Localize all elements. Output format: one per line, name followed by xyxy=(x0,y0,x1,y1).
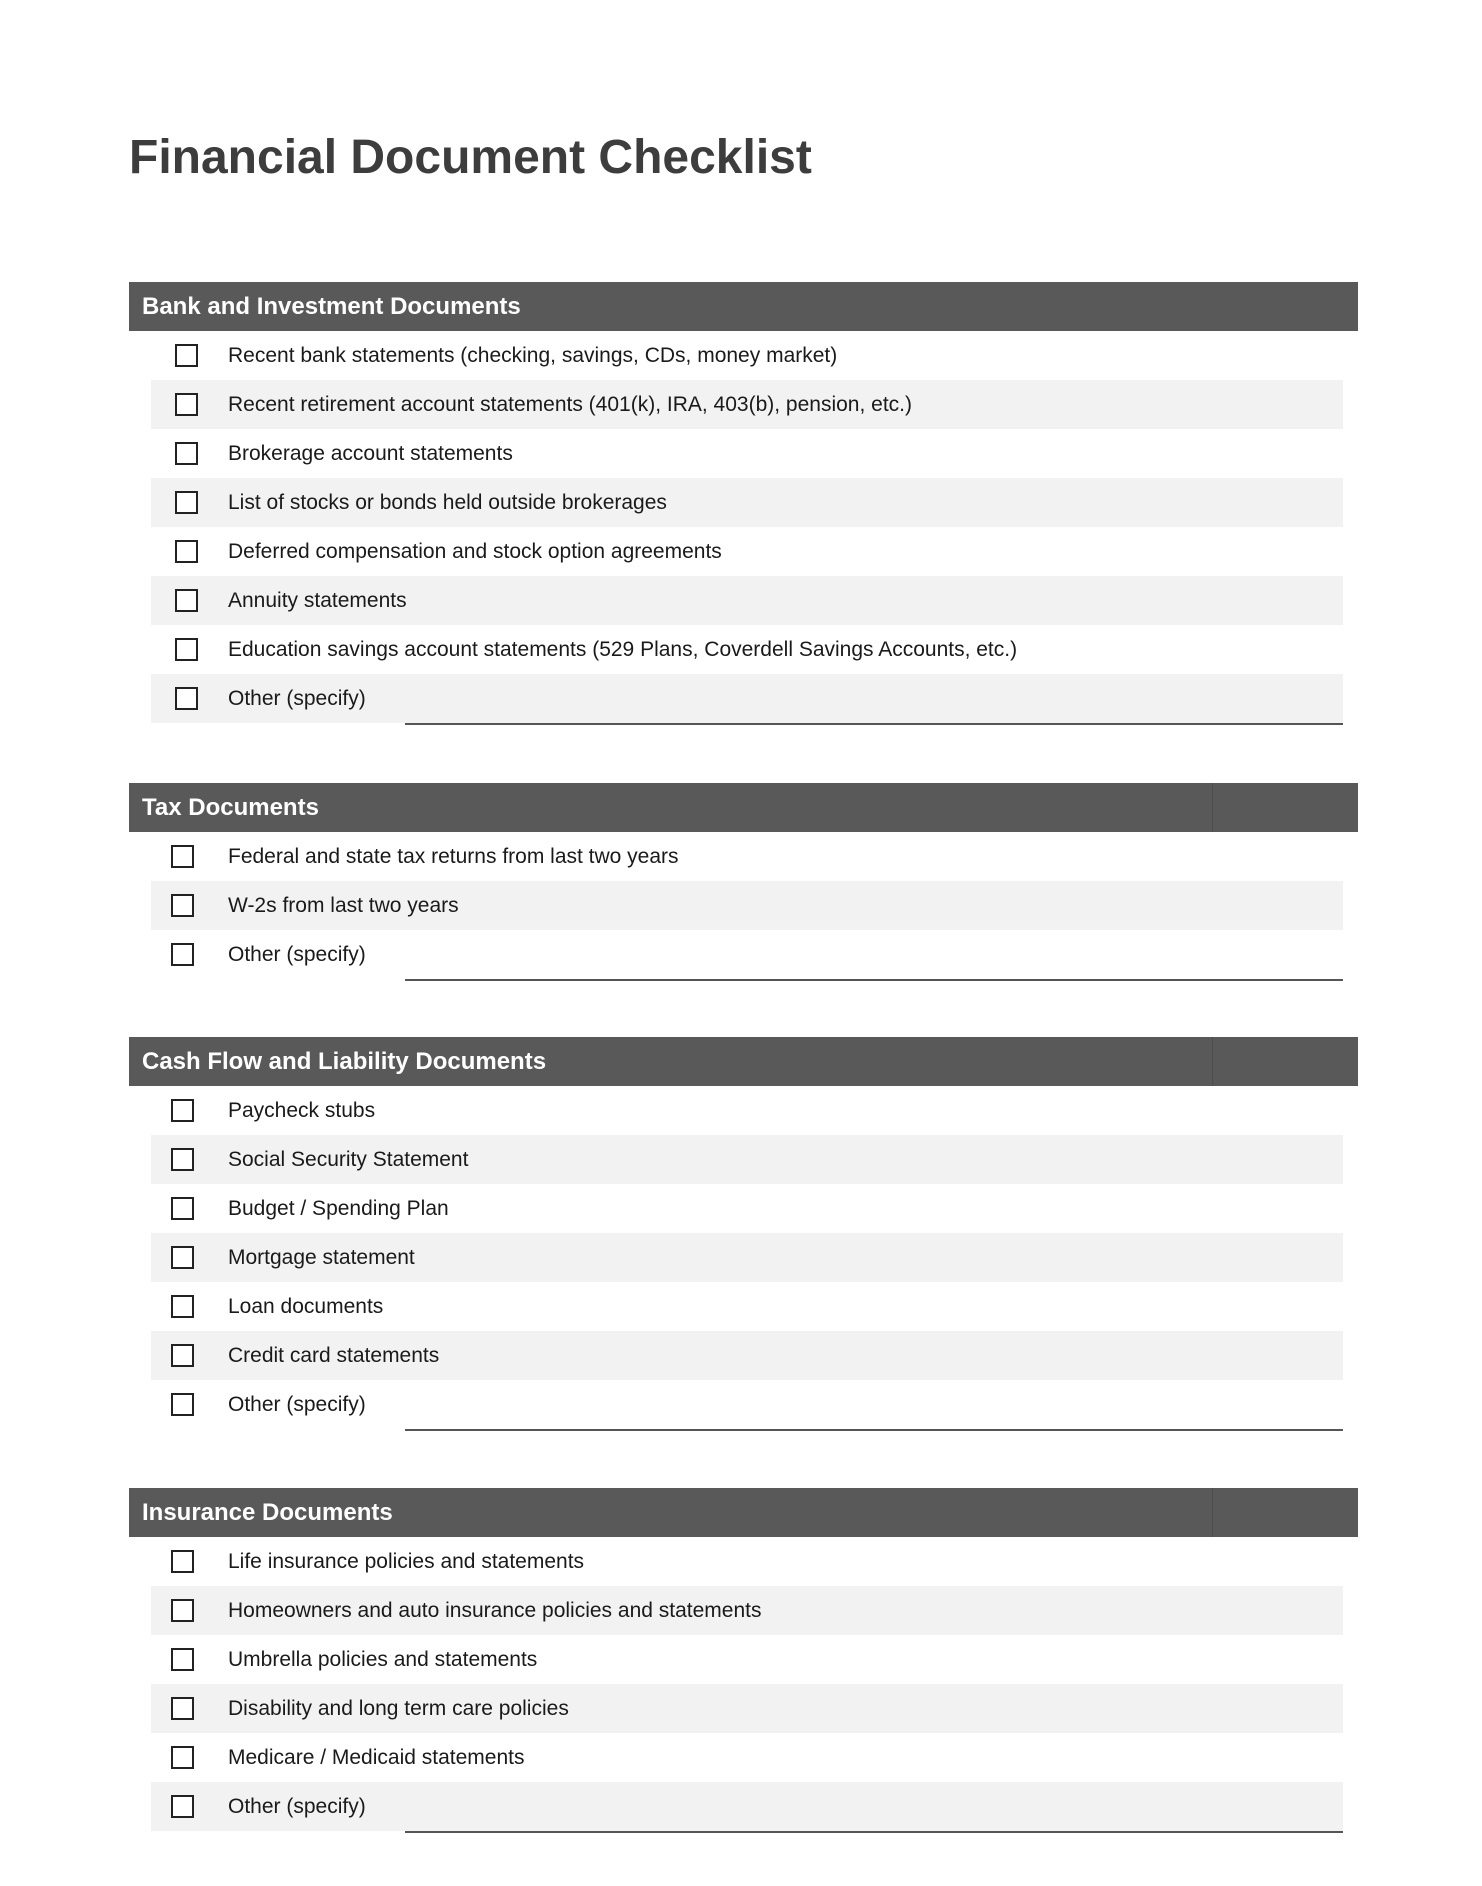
item-label: Medicare / Medicaid statements xyxy=(228,1745,525,1769)
item-label: Loan documents xyxy=(228,1294,384,1318)
item-label: Federal and state tax returns from last two years xyxy=(228,844,679,868)
checkbox[interactable] xyxy=(171,1746,194,1769)
checkbox[interactable] xyxy=(171,1197,194,1220)
checklist-item xyxy=(151,527,1343,576)
checkbox[interactable] xyxy=(171,1099,194,1122)
item-label: Other (specify) xyxy=(228,1392,366,1416)
checkbox[interactable] xyxy=(175,589,198,612)
section-header: Tax Documents xyxy=(129,783,1358,832)
checklist-item xyxy=(151,1331,1343,1380)
checkbox[interactable] xyxy=(171,1393,194,1416)
checklist-item xyxy=(151,1537,1343,1586)
checklist-item xyxy=(151,1684,1343,1733)
section-header: Bank and Investment Documents xyxy=(129,282,1358,331)
section-header: Cash Flow and Liability Documents xyxy=(129,1037,1358,1086)
checklist-item xyxy=(151,1184,1343,1233)
checklist-item xyxy=(151,832,1343,881)
item-label: Other (specify) xyxy=(228,942,366,966)
checklist-item-other xyxy=(151,674,1343,723)
specify-line[interactable] xyxy=(405,1429,1343,1431)
specify-line[interactable] xyxy=(405,723,1343,725)
item-label: Recent bank statements (checking, savings, CDs, money market) xyxy=(228,343,838,367)
item-label: Homeowners and auto insurance policies and statements xyxy=(228,1598,762,1622)
item-label: Paycheck stubs xyxy=(228,1098,376,1122)
checklist-item xyxy=(151,429,1343,478)
checkbox[interactable] xyxy=(175,442,198,465)
checkbox[interactable] xyxy=(175,491,198,514)
checklist-item xyxy=(151,625,1343,674)
checkbox[interactable] xyxy=(171,1599,194,1622)
checkbox[interactable] xyxy=(171,1148,194,1171)
checkbox[interactable] xyxy=(171,1648,194,1671)
checklist-item xyxy=(151,478,1343,527)
specify-line[interactable] xyxy=(405,979,1343,981)
checkbox[interactable] xyxy=(171,1246,194,1269)
checklist-item xyxy=(151,881,1343,930)
item-label: Other (specify) xyxy=(228,1794,366,1818)
section-cash-flow-liability xyxy=(129,1037,1358,1429)
checkbox[interactable] xyxy=(175,540,198,563)
checklist-item xyxy=(151,576,1343,625)
checklist-item xyxy=(151,1282,1343,1331)
checkbox[interactable] xyxy=(171,1795,194,1818)
specify-line[interactable] xyxy=(405,1831,1343,1833)
checklist-item xyxy=(151,331,1343,380)
item-label: Budget / Spending Plan xyxy=(228,1196,449,1220)
checkbox[interactable] xyxy=(171,845,194,868)
section-tax xyxy=(129,783,1358,979)
item-label: Umbrella policies and statements xyxy=(228,1647,538,1671)
checkbox[interactable] xyxy=(175,344,198,367)
checkbox[interactable] xyxy=(171,943,194,966)
checklist-item xyxy=(151,1733,1343,1782)
item-label: Life insurance policies and statements xyxy=(228,1549,585,1573)
item-label: Credit card statements xyxy=(228,1343,440,1367)
checklist-item xyxy=(151,1233,1343,1282)
checklist-item xyxy=(151,1086,1343,1135)
item-label: Disability and long term care policies xyxy=(228,1696,569,1720)
page-title: Financial Document Checklist xyxy=(129,131,812,184)
item-label: Social Security Statement xyxy=(228,1147,469,1171)
checklist-item-other xyxy=(151,1782,1343,1831)
checkbox[interactable] xyxy=(175,393,198,416)
item-label: Recent retirement account statements (401(k), IRA, 403(b), pension, etc.) xyxy=(228,392,912,416)
section-insurance xyxy=(129,1488,1358,1831)
checklist-item xyxy=(151,1586,1343,1635)
item-label: Annuity statements xyxy=(228,588,407,612)
section-header: Insurance Documents xyxy=(129,1488,1358,1537)
item-label: List of stocks or bonds held outside brokerages xyxy=(228,490,667,514)
checklist-item-other xyxy=(151,930,1343,979)
checklist-item-other xyxy=(151,1380,1343,1429)
checkbox[interactable] xyxy=(171,894,194,917)
section-bank-investment xyxy=(129,282,1358,723)
checklist-item xyxy=(151,380,1343,429)
item-label: Mortgage statement xyxy=(228,1245,415,1269)
checkbox[interactable] xyxy=(171,1697,194,1720)
item-label: Other (specify) xyxy=(228,686,366,710)
checklist-item xyxy=(151,1635,1343,1684)
checkbox[interactable] xyxy=(175,687,198,710)
checkbox[interactable] xyxy=(171,1344,194,1367)
checkbox[interactable] xyxy=(171,1550,194,1573)
item-label: Brokerage account statements xyxy=(228,441,513,465)
checkbox[interactable] xyxy=(171,1295,194,1318)
checkbox[interactable] xyxy=(175,638,198,661)
item-label: W-2s from last two years xyxy=(228,893,459,917)
item-label: Deferred compensation and stock option agreements xyxy=(228,539,722,563)
item-label: Education savings account statements (529 Plans, Coverdell Savings Accounts, etc.) xyxy=(228,637,1018,661)
checklist-item xyxy=(151,1135,1343,1184)
